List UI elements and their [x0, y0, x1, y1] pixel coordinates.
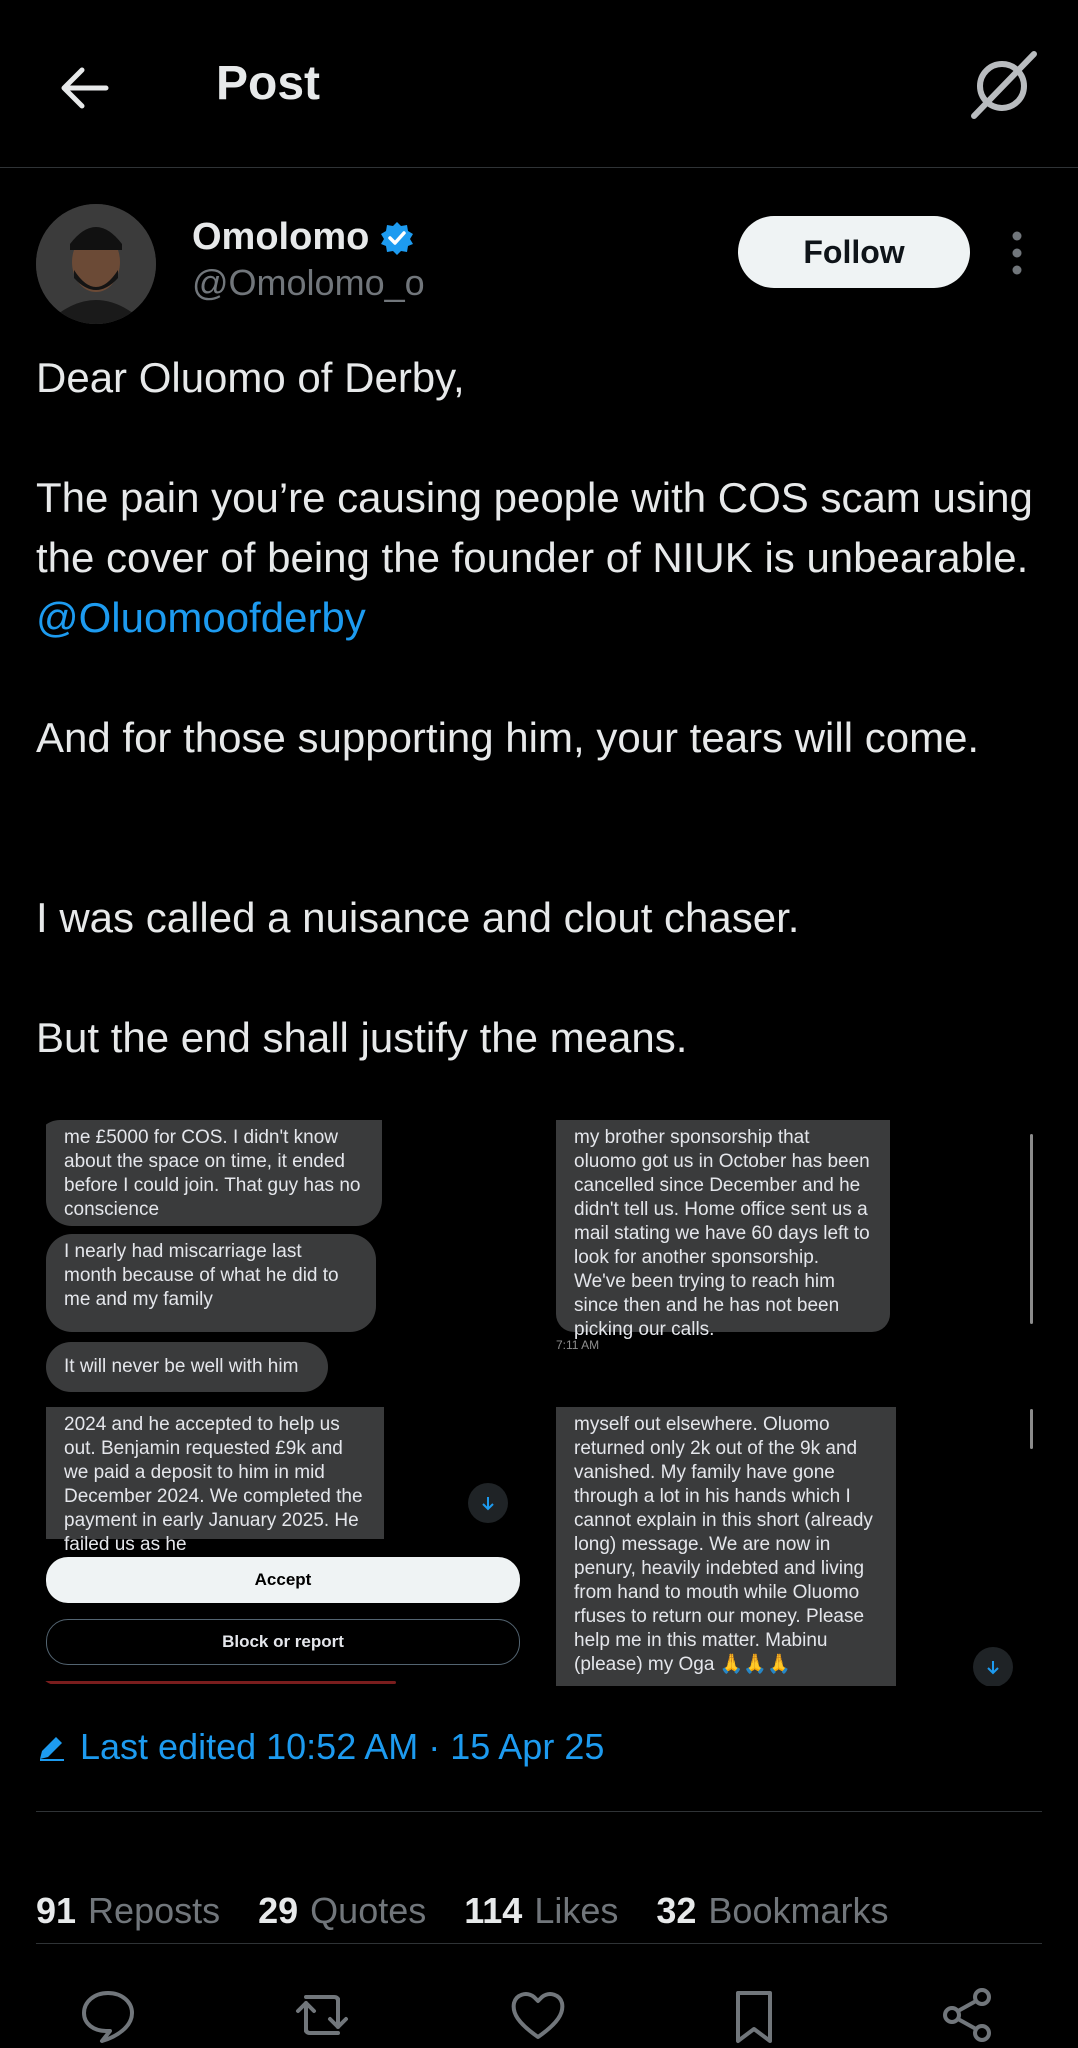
avatar-image — [36, 204, 156, 324]
arrow-down-icon — [985, 1659, 1001, 1675]
avatar[interactable] — [36, 204, 156, 324]
message-bubble: 2024 and he accepted to help us out. Benjamin requested £9k and we paid a deposit to him in mid December 2024. We completed the payment in early January 2025. He failed us as he — [46, 1407, 384, 1539]
media-image-4[interactable] — [542, 1407, 1042, 1686]
arrow-down-icon — [480, 1495, 496, 1511]
post-text-paragraph-2 — [36, 468, 1046, 648]
message-timestamp: 7:11 AM — [556, 1338, 600, 1352]
author-handle[interactable]: @Omolomo_o — [192, 262, 425, 303]
author-name-row[interactable] — [192, 216, 415, 259]
message-bubble: my brother sponsorship that oluomo got us in October has been cancelled since December and he didn't tell us. Home office sent us a mail stating we have 60 days left to look for another sponsorship. We've been trying to reach him since then and he has not been picking our calls. — [556, 1120, 890, 1332]
post-text-body: The pain you’re causing people with COS scam using the cover of being the founder of NIUK is unbearable. — [36, 474, 1033, 581]
media-grid[interactable] — [36, 1120, 1042, 1686]
edit-pencil-icon — [36, 1731, 68, 1763]
top-bar — [0, 0, 1078, 168]
media-image-3[interactable] — [36, 1407, 536, 1686]
engagement-stats — [36, 1890, 888, 1932]
author-name[interactable]: Omolomo — [192, 216, 370, 258]
divider — [36, 1943, 1042, 1944]
message-bubble: myself out elsewhere. Oluomo returned only 2k out of the 9k and vanished. My family have gone through a lot in his hands which I cannot explain in this short (already long) message. We are now in penury, heavily indebted and living from hand to mouth while Oluomo rfuses to return our money. Please help me in this matter. Mabinu (please) my Oga 🙏🙏🙏 — [556, 1407, 896, 1686]
scrollbar[interactable] — [1030, 1409, 1033, 1449]
scrollbar[interactable] — [1030, 1134, 1033, 1324]
stat-quotes[interactable]: 29 Quotes — [258, 1890, 427, 1931]
bookmark-icon[interactable] — [724, 1985, 784, 2045]
reply-icon[interactable] — [78, 1985, 138, 2045]
page-title: Post — [216, 57, 321, 110]
like-icon[interactable] — [508, 1985, 568, 2045]
stat-reposts[interactable]: 91 Reposts — [36, 1890, 221, 1931]
back-arrow-icon[interactable] — [54, 58, 114, 118]
scroll-down-button[interactable] — [973, 1647, 1013, 1686]
message-bubble: It will never be well with him — [46, 1342, 328, 1392]
post-text-paragraph-5: But the end shall justify the means. — [36, 1014, 688, 1061]
message-bubble: me £5000 for COS. I didn't know about the space on time, it ended before I could join. That guy has no conscience — [46, 1120, 382, 1226]
grok-icon[interactable] — [968, 48, 1040, 120]
more-options-icon[interactable] — [1004, 230, 1030, 276]
divider — [36, 1811, 1042, 1812]
last-edited-text[interactable]: Last edited 10:52 AM · 15 Apr 25 — [80, 1726, 605, 1767]
share-icon[interactable] — [938, 1985, 998, 2045]
mention-link[interactable]: @Oluomoofderby — [36, 594, 366, 641]
post-text-paragraph-3: And for those supporting him, your tears will come. — [36, 714, 980, 761]
block-report-button[interactable]: Block or report — [46, 1619, 520, 1665]
post-text-paragraph-4: I was called a nuisance and clout chaser. — [36, 894, 800, 941]
last-edited-link[interactable] — [36, 1726, 604, 1768]
divider — [36, 1681, 396, 1684]
media-image-2[interactable] — [542, 1120, 1042, 1401]
post-text-greeting: Dear Oluomo of Derby, — [36, 354, 465, 401]
repost-icon[interactable] — [292, 1985, 352, 2045]
stat-likes[interactable]: 114 Likes — [464, 1890, 619, 1931]
verified-badge-icon — [379, 220, 415, 256]
message-bubble: I nearly had miscarriage last month because of what he did to me and my family — [46, 1234, 376, 1332]
scroll-down-button[interactable] — [468, 1483, 508, 1523]
stat-bookmarks[interactable]: 32 Bookmarks — [656, 1890, 889, 1931]
follow-button[interactable]: Follow — [738, 216, 970, 288]
media-image-1[interactable] — [36, 1120, 536, 1401]
accept-button[interactable]: Accept — [46, 1557, 520, 1603]
